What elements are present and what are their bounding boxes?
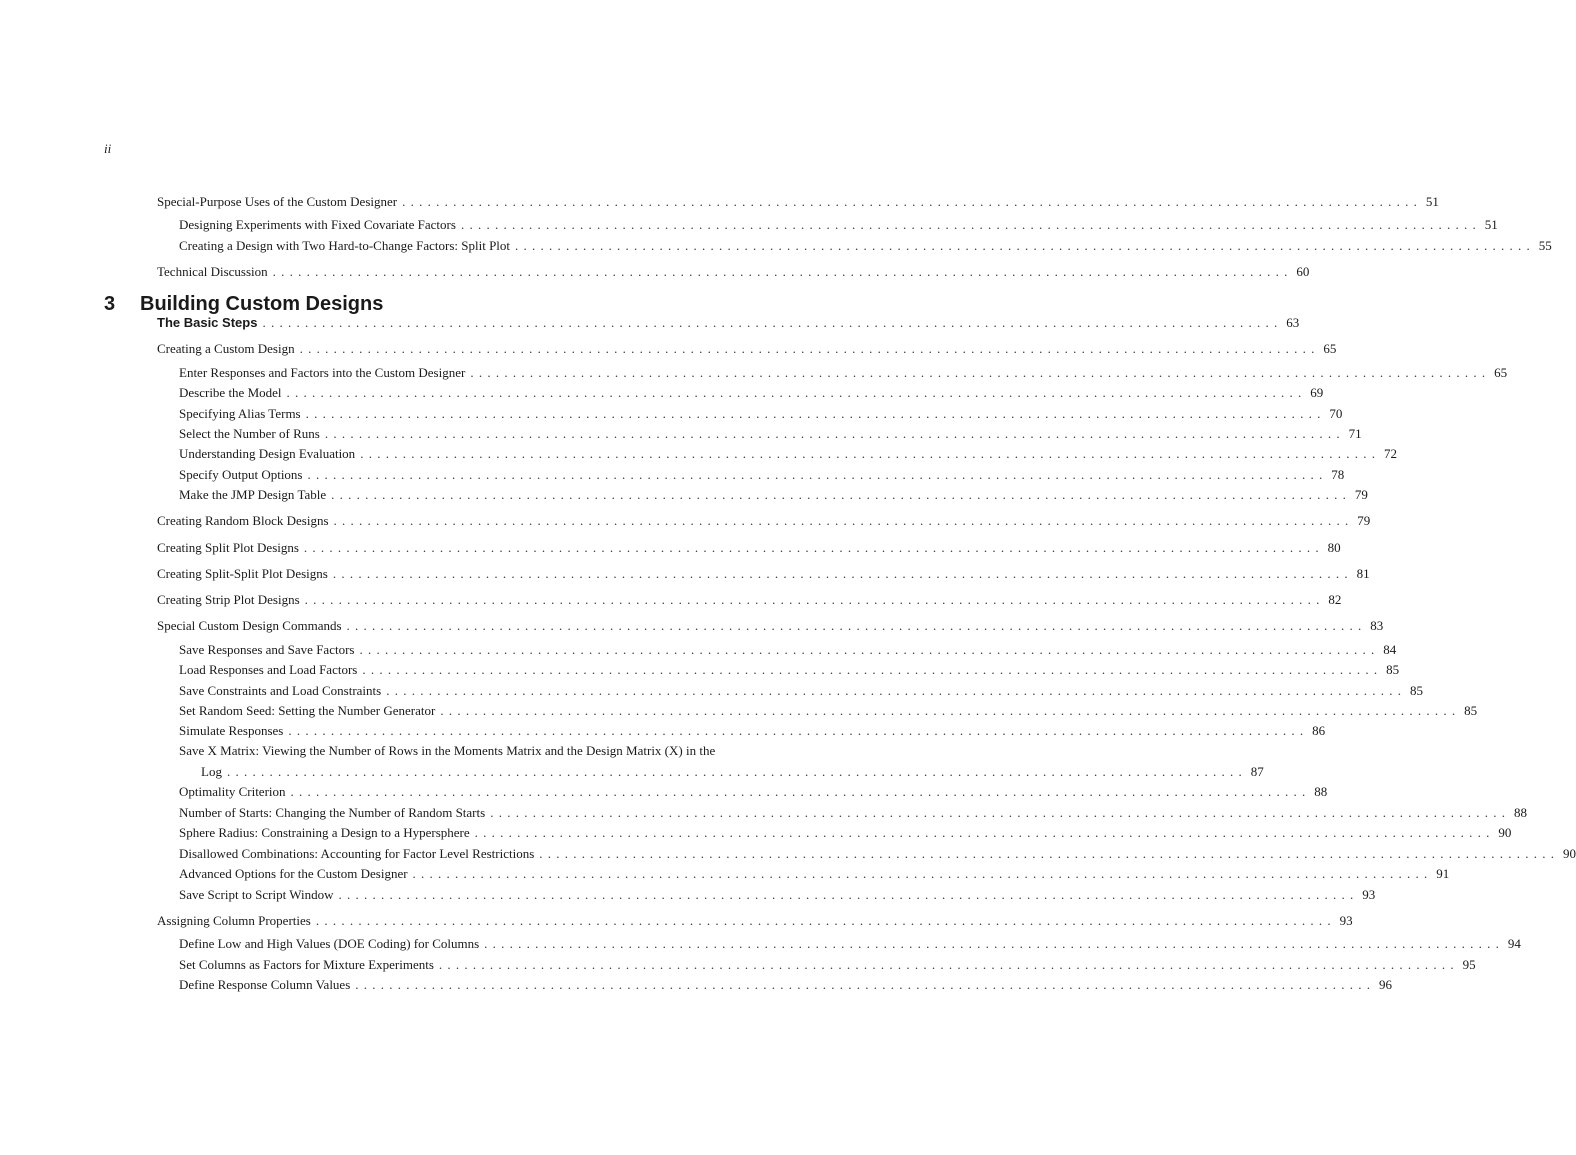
dot-leader: . . . . . . . . . . . . . . . . . . . . . . . . . . . . . . . . . . . . . . . . . . . . . . . . . . . . . . . . . . . . . . . . . . . . . . . . . . . . . . . . . . . . . . . . . . . . . . . . . . . . . . . . . . . . . . . . . . . . . . . . [474, 825, 1491, 840]
toc-entry[interactable] [0, 237, 1552, 254]
toc-entry[interactable] [0, 865, 1450, 882]
toc-page-number: 69 [1310, 385, 1324, 400]
chapter-title: Building Custom Designs [140, 293, 384, 315]
toc-entry-title-wrapped[interactable]: Save X Matrix: Viewing the Number of Rows in the Moments Matrix and the Design Matrix (X) in the [179, 743, 716, 758]
toc-entry[interactable] [0, 956, 1476, 973]
toc-entry[interactable] [0, 935, 1521, 952]
dot-leader: . . . . . . . . . . . . . . . . . . . . . . . . . . . . . . . . . . . . . . . . . . . . . . . . . . . . . . . . . . . . . . . . . . . . . . . . . . . . . . . . . . . . . . . . . . . . . . . . . . . . . . . . . . . . . . . . . . . . . . . . [332, 566, 1349, 581]
toc-page-number: 94 [1507, 936, 1521, 951]
toc-page-number: 84 [1383, 642, 1397, 657]
toc-entry-title: Enter Responses and Factors into the Custom Designer [179, 365, 466, 380]
toc-entry[interactable] [0, 824, 1512, 841]
toc-entry-title: Disallowed Combinations: Accounting for Factor Level Restrictions [179, 846, 535, 861]
toc-entry[interactable] [0, 661, 1400, 678]
dot-leader: . . . . . . . . . . . . . . . . . . . . . . . . . . . . . . . . . . . . . . . . . . . . . . . . . . . . . . . . . . . . . . . . . . . . . . . . . . . . . . . . . . . . . . . . . . . . . . . . . . . . . . . . . . . . . . . . . . . . . . . . [412, 866, 1429, 881]
toc-entry-title: Special-Purpose Uses of the Custom Designer [157, 194, 398, 209]
toc-entry-title: Save Script to Script Window [179, 887, 334, 902]
toc-page-number: 88 [1314, 784, 1328, 799]
toc-entry[interactable] [0, 617, 1384, 634]
toc-page-number: 79 [1357, 513, 1371, 528]
toc-entry[interactable] [0, 976, 1393, 993]
toc-entry[interactable] [0, 466, 1345, 483]
toc-entry[interactable] [0, 702, 1478, 719]
toc-page-number: 63 [1286, 315, 1300, 330]
toc-page-number: 82 [1328, 592, 1342, 607]
toc-entry[interactable] [0, 384, 1324, 401]
dot-leader: . . . . . . . . . . . . . . . . . . . . . . . . . . . . . . . . . . . . . . . . . . . . . . . . . . . . . . . . . . . . . . . . . . . . . . . . . . . . . . . . . . . . . . . . . . . . . . . . . . . . . . . . . . . . . . . . . . . . . . . . [226, 764, 1243, 779]
toc-entry[interactable] [0, 804, 1527, 821]
toc-entry[interactable] [0, 886, 1376, 903]
toc-entry[interactable] [0, 425, 1362, 442]
toc-page-number: 65 [1494, 365, 1508, 380]
toc-page-number: 96 [1379, 977, 1393, 992]
toc-entry-title: Describe the Model [179, 385, 282, 400]
dot-leader: . . . . . . . . . . . . . . . . . . . . . . . . . . . . . . . . . . . . . . . . . . . . . . . . . . . . . . . . . . . . . . . . . . . . . . . . . . . . . . . . . . . . . . . . . . . . . . . . . . . . . . . . . . . . . . . . . . . . . . . . [331, 487, 1347, 502]
toc-entry-title: Define Response Column Values [179, 977, 351, 992]
toc-page-number: 93 [1339, 913, 1353, 928]
toc-page-number: 90 [1563, 846, 1576, 861]
toc-entry-title: Assigning Column Properties [157, 913, 311, 928]
toc-page-number: 65 [1323, 341, 1337, 356]
dot-leader: . . . . . . . . . . . . . . . . . . . . . . . . . . . . . . . . . . . . . . . . . . . . . . . . . . . . . . . . . . . . . . . . . . . . . . . . . . . . . . . . . . . . . . . . . . . . . . . . . . . . . . . . . . . . . . . . . . . . . . . . [305, 406, 1322, 421]
toc-entry[interactable] [0, 641, 1397, 658]
dot-leader: . . . . . . . . . . . . . . . . . . . . . . . . . . . . . . . . . . . . . . . . . . . . . . . . . . . . . . . . . . . . . . . . . . . . . . . . . . . . . . . . . . . . . . . . . . . . . . . . . . . . . . . . . . . . . . . . . . . . . . . . [490, 805, 1506, 820]
toc-page-number: 85 [1409, 683, 1423, 698]
toc-entry-title: Simulate Responses [179, 723, 284, 738]
toc-entry-title: Select the Number of Runs [179, 426, 320, 441]
toc-entry-title: Understanding Design Evaluation [179, 446, 356, 461]
page-folio: ii [104, 141, 112, 156]
toc-entry-title: Optimality Criterion [179, 784, 286, 799]
toc-entry-continuation[interactable] [0, 763, 1264, 780]
toc-entry-title: Designing Experiments with Fixed Covariate Factors [179, 217, 456, 232]
dot-leader: . . . . . . . . . . . . . . . . . . . . . . . . . . . . . . . . . . . . . . . . . . . . . . . . . . . . . . . . . . . . . . . . . . . . . . . . . . . . . . . . . . . . . . . . . . . . . . . . . . . . . . . . . . . . . . . . . . . . . . . . [438, 957, 1455, 972]
toc-page-number: 60 [1296, 264, 1310, 279]
dot-leader: . . . . . . . . . . . . . . . . . . . . . . . . . . . . . . . . . . . . . . . . . . . . . . . . . . . . . . . . . . . . . . . . . . . . . . . . . . . . . . . . . . . . . . . . . . . . . . . . . . . . . . . . . . . . . . . . . . . . . . . . [286, 385, 1303, 400]
toc-entry-title: Creating a Custom Design [157, 341, 295, 356]
dot-leader: . . . . . . . . . . . . . . . . . . . . . . . . . . . . . . . . . . . . . . . . . . . . . . . . . . . . . . . . . . . . . . . . . . . . . . . . . . . . . . . . . . . . . . . . . . . . . . . . . . . . . . . . . . . . . . . . . . . . . . . . [362, 662, 1379, 677]
toc-page-number: 95 [1462, 957, 1476, 972]
dot-leader: . . . . . . . . . . . . . . . . . . . . . . . . . . . . . . . . . . . . . . . . . . . . . . . . . . . . . . . . . . . . . . . . . . . . . . . . . . . . . . . . . . . . . . . . . . . . . . . . . . . . . . . . . . . . . . . . . . . . . . . . [262, 315, 1279, 330]
dot-leader: . . . . . . . . . . . . . . . . . . . . . . . . . . . . . . . . . . . . . . . . . . . . . . . . . . . . . . . . . . . . . . . . . . . . . . . . . . . . . . . . . . . . . . . . . . . . . . . . . . . . . . . . . . . . . . . . . . . . . . . . [386, 683, 1402, 698]
toc-entry-title: Creating Split Plot Designs [157, 540, 299, 555]
toc-entry-title: Make the JMP Design Table [179, 487, 327, 502]
toc-entry-title: Specify Output Options [179, 467, 303, 482]
toc-page-number: 70 [1329, 406, 1343, 421]
dot-leader: . . . . . . . . . . . . . . . . . . . . . . . . . . . . . . . . . . . . . . . . . . . . . . . . . . . . . . . . . . . . . . . . . . . . . . . . . . . . . . . . . . . . . . . . . . . . . . . . . . . . . . . . . . . . . . . . . . . . . . . . [324, 426, 1341, 441]
toc-entry[interactable] [0, 364, 1508, 381]
dot-leader: . . . . . . . . . . . . . . . . . . . . . . . . . . . . . . . . . . . . . . . . . . . . . . . . . . . . . . . . . . . . . . . . . . . . . . . . . . . . . . . . . . . . . . . . . . . . . . . . . . . . . . . . . . . . . . . . . . . . . . . . [460, 217, 1477, 232]
toc-page-number: 88 [1513, 805, 1527, 820]
dot-leader: . . . . . . . . . . . . . . . . . . . . . . . . . . . . . . . . . . . . . . . . . . . . . . . . . . . . . . . . . . . . . . . . . . . . . . . . . . . . . . . . . . . . . . . . . . . . . . . . . . . . . . . . . . . . . . . . . . . . . . . . [515, 238, 1531, 253]
toc-entry-title: Save Constraints and Load Constraints [179, 683, 382, 698]
toc-page-number: 86 [1312, 723, 1326, 738]
chapter-number: 3 [104, 293, 116, 315]
toc-entry[interactable] [0, 405, 1343, 422]
toc-entry[interactable] [0, 193, 1439, 210]
dot-leader: . . . . . . . . . . . . . . . . . . . . . . . . . . . . . . . . . . . . . . . . . . . . . . . . . . . . . . . . . . . . . . . . . . . . . . . . . . . . . . . . . . . . . . . . . . . . . . . . . . . . . . . . . . . . . . . . . . . . . . . . [440, 703, 1457, 718]
dot-leader: . . . . . . . . . . . . . . . . . . . . . . . . . . . . . . . . . . . . . . . . . . . . . . . . . . . . . . . . . . . . . . . . . . . . . . . . . . . . . . . . . . . . . . . . . . . . . . . . . . . . . . . . . . . . . . . . . . . . . . . . [333, 513, 1350, 528]
toc-entry-title: Load Responses and Load Factors [179, 662, 358, 677]
toc-entry-title: Creating Split-Split Plot Designs [157, 566, 328, 581]
dot-leader: . . . . . . . . . . . . . . . . . . . . . . . . . . . . . . . . . . . . . . . . . . . . . . . . . . . . . . . . . . . . . . . . . . . . . . . . . . . . . . . . . . . . . . . . . . . . . . . . . . . . . . . . . . . . . . . . . . . . . . . . [484, 936, 1500, 951]
toc-page-number: 72 [1383, 446, 1397, 461]
toc-page-number: 79 [1354, 487, 1368, 502]
toc-entry[interactable] [0, 445, 1397, 462]
toc-entry[interactable] [0, 722, 1326, 739]
toc-entry-title: Creating Random Block Designs [157, 513, 329, 528]
toc-entry[interactable] [0, 682, 1423, 699]
dot-leader: . . . . . . . . . . . . . . . . . . . . . . . . . . . . . . . . . . . . . . . . . . . . . . . . . . . . . . . . . . . . . . . . . . . . . . . . . . . . . . . . . . . . . . . . . . . . . . . . . . . . . . . . . . . . . . . . . . . . . . . . [360, 446, 1376, 461]
toc-page-number: 71 [1348, 426, 1362, 441]
dot-leader: . . . . . . . . . . . . . . . . . . . . . . . . . . . . . . . . . . . . . . . . . . . . . . . . . . . . . . . . . . . . . . . . . . . . . . . . . . . . . . . . . . . . . . . . . . . . . . . . . . . . . . . . . . . . . . . . . . . . . . . . [288, 723, 1305, 738]
toc-page-number: 85 [1464, 703, 1478, 718]
toc-entry[interactable] [0, 263, 1310, 280]
toc-entry-title: Sphere Radius: Constraining a Design to a Hypersphere [179, 825, 470, 840]
toc-entry-title: Define Low and High Values (DOE Coding) for Columns [179, 936, 480, 951]
toc-entry[interactable] [0, 783, 1328, 800]
toc-page-number: 87 [1250, 764, 1264, 779]
toc-page-number: 85 [1386, 662, 1400, 677]
toc-entry-title: Special Custom Design Commands [157, 618, 342, 633]
toc-entry[interactable] [0, 486, 1368, 503]
toc-entry[interactable] [0, 512, 1371, 529]
toc-entry-title: Set Random Seed: Setting the Number Generator [179, 703, 436, 718]
toc-entry[interactable] [0, 216, 1498, 233]
dot-leader: . . . . . . . . . . . . . . . . . . . . . . . . . . . . . . . . . . . . . . . . . . . . . . . . . . . . . . . . . . . . . . . . . . . . . . . . . . . . . . . . . . . . . . . . . . . . . . . . . . . . . . . . . . . . . . . . . . . . . . . . [355, 977, 1372, 992]
toc-entry-title: Set Columns as Factors for Mixture Experiments [179, 957, 434, 972]
dot-leader: . . . . . . . . . . . . . . . . . . . . . . . . . . . . . . . . . . . . . . . . . . . . . . . . . . . . . . . . . . . . . . . . . . . . . . . . . . . . . . . . . . . . . . . . . . . . . . . . . . . . . . . . . . . . . . . . . . . . . . . . [402, 194, 1418, 209]
dot-leader: . . . . . . . . . . . . . . . . . . . . . . . . . . . . . . . . . . . . . . . . . . . . . . . . . . . . . . . . . . . . . . . . . . . . . . . . . . . . . . . . . . . . . . . . . . . . . . . . . . . . . . . . . . . . . . . . . . . . . . . . [307, 467, 1324, 482]
dot-leader: . . . . . . . . . . . . . . . . . . . . . . . . . . . . . . . . . . . . . . . . . . . . . . . . . . . . . . . . . . . . . . . . . . . . . . . . . . . . . . . . . . . . . . . . . . . . . . . . . . . . . . . . . . . . . . . . . . . . . . . . [290, 784, 1307, 799]
toc-entry-title: Save Responses and Save Factors [179, 642, 355, 657]
toc-page-number: 93 [1362, 887, 1376, 902]
toc-page-number: 55 [1538, 238, 1552, 253]
chapter-heading[interactable] [104, 292, 383, 316]
toc-entry[interactable] [0, 565, 1370, 582]
toc-page-number: 51 [1484, 217, 1498, 232]
dot-leader: . . . . . . . . . . . . . . . . . . . . . . . . . . . . . . . . . . . . . . . . . . . . . . . . . . . . . . . . . . . . . . . . . . . . . . . . . . . . . . . . . . . . . . . . . . . . . . . . . . . . . . . . . . . . . . . . . . . . . . . . [359, 642, 1376, 657]
toc-entry[interactable] [0, 539, 1341, 556]
toc-page-number: 81 [1356, 566, 1370, 581]
dot-leader: . . . . . . . . . . . . . . . . . . . . . . . . . . . . . . . . . . . . . . . . . . . . . . . . . . . . . . . . . . . . . . . . . . . . . . . . . . . . . . . . . . . . . . . . . . . . . . . . . . . . . . . . . . . . . . . . . . . . . . . . [470, 365, 1487, 380]
toc-entry-title: Creating a Design with Two Hard-to-Change Factors: Split Plot [179, 238, 511, 253]
toc-entry[interactable] [0, 912, 1353, 929]
toc-entry[interactable] [0, 845, 1576, 862]
toc-entry-title: Creating Strip Plot Designs [157, 592, 300, 607]
toc-entry-title: Technical Discussion [157, 264, 268, 279]
dot-leader: . . . . . . . . . . . . . . . . . . . . . . . . . . . . . . . . . . . . . . . . . . . . . . . . . . . . . . . . . . . . . . . . . . . . . . . . . . . . . . . . . . . . . . . . . . . . . . . . . . . . . . . . . . . . . . . . . . . . . . . . [299, 341, 1316, 356]
toc-entry-title: Log [201, 764, 222, 779]
toc-entry-title: Number of Starts: Changing the Number of Random Starts [179, 805, 486, 820]
toc-page-number: 78 [1331, 467, 1345, 482]
toc-page-number: 51 [1425, 194, 1439, 209]
toc-page-number: 80 [1327, 540, 1341, 555]
toc-page-number: 91 [1436, 866, 1450, 881]
toc-entry[interactable] [0, 591, 1342, 608]
dot-leader: . . . . . . . . . . . . . . . . . . . . . . . . . . . . . . . . . . . . . . . . . . . . . . . . . . . . . . . . . . . . . . . . . . . . . . . . . . . . . . . . . . . . . . . . . . . . . . . . . . . . . . . . . . . . . . . . . . . . . . . . [304, 592, 1321, 607]
dot-leader: . . . . . . . . . . . . . . . . . . . . . . . . . . . . . . . . . . . . . . . . . . . . . . . . . . . . . . . . . . . . . . . . . . . . . . . . . . . . . . . . . . . . . . . . . . . . . . . . . . . . . . . . . . . . . . . . . . . . . . . . [272, 264, 1289, 279]
toc-entry-title: The Basic Steps [157, 315, 258, 330]
dot-leader: . . . . . . . . . . . . . . . . . . . . . . . . . . . . . . . . . . . . . . . . . . . . . . . . . . . . . . . . . . . . . . . . . . . . . . . . . . . . . . . . . . . . . . . . . . . . . . . . . . . . . . . . . . . . . . . . . . . . . . . . [346, 618, 1363, 633]
toc-entry[interactable] [0, 340, 1337, 357]
toc-page-number: 90 [1498, 825, 1512, 840]
toc-entry[interactable] [0, 314, 1300, 331]
dot-leader: . . . . . . . . . . . . . . . . . . . . . . . . . . . . . . . . . . . . . . . . . . . . . . . . . . . . . . . . . . . . . . . . . . . . . . . . . . . . . . . . . . . . . . . . . . . . . . . . . . . . . . . . . . . . . . . . . . . . . . . . [338, 887, 1355, 902]
dot-leader: . . . . . . . . . . . . . . . . . . . . . . . . . . . . . . . . . . . . . . . . . . . . . . . . . . . . . . . . . . . . . . . . . . . . . . . . . . . . . . . . . . . . . . . . . . . . . . . . . . . . . . . . . . . . . . . . . . . . . . . . [315, 913, 1332, 928]
toc-page-number: 83 [1370, 618, 1384, 633]
toc-entry-title: Specifying Alias Terms [179, 406, 301, 421]
dot-leader: . . . . . . . . . . . . . . . . . . . . . . . . . . . . . . . . . . . . . . . . . . . . . . . . . . . . . . . . . . . . . . . . . . . . . . . . . . . . . . . . . . . . . . . . . . . . . . . . . . . . . . . . . . . . . . . . . . . . . . . . [539, 846, 1556, 861]
toc-entry-title: Advanced Options for the Custom Designer [179, 866, 408, 881]
dot-leader: . . . . . . . . . . . . . . . . . . . . . . . . . . . . . . . . . . . . . . . . . . . . . . . . . . . . . . . . . . . . . . . . . . . . . . . . . . . . . . . . . . . . . . . . . . . . . . . . . . . . . . . . . . . . . . . . . . . . . . . . [303, 540, 1320, 555]
